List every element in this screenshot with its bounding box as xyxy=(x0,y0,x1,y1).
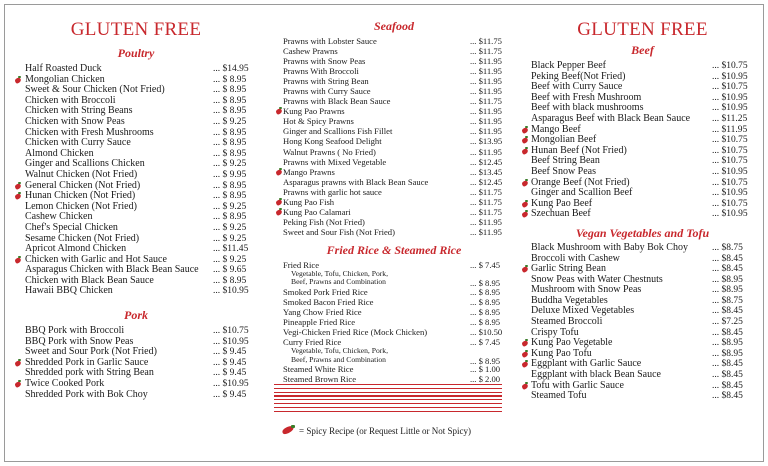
item-name: Yang Chow Fried Rice xyxy=(283,307,362,318)
item-price: ... $11.95 xyxy=(470,146,502,157)
item-price: ... $ 8.95 xyxy=(213,180,247,191)
item-name: Kung Pao Fish xyxy=(283,196,335,207)
item-name: Hawaii BBQ Chicken xyxy=(25,285,113,297)
item-price: ... $11.75 xyxy=(470,186,502,197)
item-price: ... $12.45 xyxy=(470,176,503,187)
item-name: Beef String Bean xyxy=(531,155,600,167)
item-price: ... $10.95 xyxy=(712,188,748,199)
item-price: ... $ 9.25 xyxy=(213,201,247,212)
item-name: Chef's Special Chicken xyxy=(25,221,118,233)
item-name: Shredded Pork with Bok Choy xyxy=(25,388,148,400)
item-price: ... $ 7.45 xyxy=(470,337,501,348)
right-column xyxy=(520,19,765,402)
item-price: ... $13.95 xyxy=(470,136,503,147)
item-price: ... $10.95 xyxy=(712,103,748,114)
menu-item xyxy=(275,116,513,126)
item-price: ... $14.95 xyxy=(213,64,249,74)
menu-item xyxy=(275,207,513,217)
menu-item xyxy=(5,390,267,401)
item-name: Sweet and Sour Pork (Not Fried) xyxy=(25,346,157,358)
item-price: ... $ 9.25 xyxy=(213,159,247,170)
item-price: ... $8.45 xyxy=(712,359,743,370)
menu-item xyxy=(275,307,513,317)
menu-item xyxy=(275,297,513,307)
item-price: ... $11.75 xyxy=(470,46,502,57)
item-price: ... $ 8.95 xyxy=(213,212,247,223)
item-price: ... $ 8.95 xyxy=(213,191,247,202)
item-name: Beef with Fresh Mushroom xyxy=(531,91,642,103)
item-name: Kung Pao Tofu xyxy=(531,347,592,359)
item-name: Asparagus prawns with Black Bean Sauce xyxy=(283,176,429,187)
chili-pepper-icon xyxy=(521,126,529,134)
item-name: Smoked Bacon Fried Rice xyxy=(283,297,374,308)
item-name: Sweet & Sour Chicken (Not Fried) xyxy=(25,84,165,96)
item-price: ... $ 8.95 xyxy=(470,307,501,318)
menu-item xyxy=(520,61,765,72)
item-name: Tofu with Garlic Sauce xyxy=(531,379,624,391)
menu-item xyxy=(275,177,513,187)
menu-item xyxy=(275,147,513,157)
item-price: ... $ 9.65 xyxy=(213,265,247,276)
item-options xyxy=(275,278,513,287)
item-name: Kung Pao Beef xyxy=(531,197,593,209)
menu-item xyxy=(275,374,513,384)
menu-item xyxy=(275,327,513,337)
menu-item xyxy=(275,56,513,66)
item-name: Asparagus Beef with Black Bean Sauce xyxy=(531,112,691,124)
item-price: ... $10.75 xyxy=(712,145,748,156)
item-name: Garlic String Bean xyxy=(531,263,606,275)
item-name: Twice Cooked Pork xyxy=(25,378,105,390)
item-price: ... $ 8.95 xyxy=(213,275,247,286)
chili-pepper-icon xyxy=(521,265,529,273)
item-price: ... $10.75 xyxy=(712,198,748,209)
item-name: Steamed Tofu xyxy=(531,390,587,402)
item-name: Shredded pork with String Bean xyxy=(25,367,154,379)
item-price: ... $10.75 xyxy=(712,177,748,188)
chili-pepper-icon xyxy=(521,147,529,155)
menu-item xyxy=(520,243,765,254)
item-name: Chicken with Garlic and Hot Sauce xyxy=(25,253,167,265)
item-name: Prawns with Lobster Sauce xyxy=(283,36,377,46)
menu-item xyxy=(520,209,765,220)
item-name: Crispy Tofu xyxy=(531,326,579,338)
item-name: Beef with black mushrooms xyxy=(531,102,644,114)
menu-item xyxy=(275,96,513,106)
menu-item xyxy=(275,227,513,237)
item-price: ... $11.95 xyxy=(470,106,502,117)
pork-heading: Pork xyxy=(124,308,148,323)
item-options-text: Vegetable, Tofu, Chicken, Pork, xyxy=(291,346,388,356)
item-name: Walnut Chicken (Not Fried) xyxy=(25,168,138,180)
item-price: ... $ 9.45 xyxy=(213,357,247,368)
item-price: ... $11.75 xyxy=(470,206,502,217)
item-price: ... $11.95 xyxy=(470,86,502,97)
decorative-stripes xyxy=(274,384,502,414)
item-name: Prawns with Black Bean Sauce xyxy=(283,96,391,107)
item-price: ... $ 9.45 xyxy=(213,368,247,379)
item-price: ... $ 8.95 xyxy=(470,286,501,297)
chili-pepper-icon xyxy=(521,136,529,144)
item-price: ... $13.45 xyxy=(470,166,503,177)
item-name: Hunan Chicken (Not Fried) xyxy=(25,190,136,202)
item-price: ... $ 8.95 xyxy=(213,138,247,149)
item-price: ... $8.95 xyxy=(712,274,743,285)
menu-item xyxy=(275,106,513,116)
chili-pepper-icon xyxy=(14,182,22,190)
item-name: Orange Beef (Not Fried) xyxy=(531,176,630,188)
item-options-price: ... $ 8.95 xyxy=(470,355,501,366)
item-name: Sweet and Sour Fish (Not Fried) xyxy=(283,226,395,237)
item-name: Shredded Pork in Garlic Sauce xyxy=(25,356,149,368)
item-name: Smoked Pork Fried Rice xyxy=(283,286,368,297)
item-name: Mango Beef xyxy=(531,123,581,135)
item-name: Ginger and Scallions Fish Fillet xyxy=(283,126,393,137)
chili-pepper-icon xyxy=(521,210,529,218)
item-name: Asparagus Chicken with Black Bean Sauce xyxy=(25,264,199,276)
item-name: Beef Snow Peas xyxy=(531,165,596,177)
item-price: ... $10.75 xyxy=(712,135,748,146)
poultry-heading: Poultry xyxy=(117,46,155,60)
poultry-list xyxy=(5,64,267,297)
item-price: ... $11.95 xyxy=(470,126,502,137)
item-name: Deluxe Mixed Vegetables xyxy=(531,305,635,317)
chili-pepper-icon xyxy=(521,179,529,187)
item-price: ... $11.95 xyxy=(470,216,502,227)
item-price: ... $11.75 xyxy=(470,36,502,46)
item-name: Prawns with Mixed Vegetable xyxy=(283,156,387,167)
item-price: ... $11.95 xyxy=(470,76,502,87)
item-name: Cashew Prawns xyxy=(283,46,338,57)
item-price: ... $10.95 xyxy=(712,71,748,82)
chili-pepper-icon xyxy=(14,359,22,367)
menu-item xyxy=(275,167,513,177)
item-price: ... $ 8.95 xyxy=(470,317,501,328)
item-price: ... $11.95 xyxy=(470,56,502,67)
item-name: Chicken with Black Bean Sauce xyxy=(25,274,154,286)
menu-item xyxy=(520,167,765,178)
pork-list xyxy=(5,326,267,400)
menu-item xyxy=(275,66,513,76)
item-name: Chicken with Fresh Mushrooms xyxy=(25,126,154,138)
item-price: ... $11.95 xyxy=(712,124,748,135)
menu-item xyxy=(275,197,513,207)
item-name: General Chicken (Not Fried) xyxy=(25,179,141,191)
menu-item xyxy=(275,317,513,327)
item-price: ... $10.95 xyxy=(213,336,249,347)
item-name: Steamed White Rice xyxy=(283,364,354,375)
item-price: ... $8.45 xyxy=(712,380,743,391)
item-options xyxy=(275,356,513,365)
item-price: ... $12.45 xyxy=(470,156,503,167)
spicy-legend xyxy=(282,426,471,436)
seafood-heading: Seafood xyxy=(374,19,414,33)
menu-item xyxy=(5,170,267,181)
item-name: Lemon Chicken (Not Fried) xyxy=(25,200,137,212)
item-name: Prawns with String Bean xyxy=(283,76,369,87)
item-price: ... $10.50 xyxy=(470,327,503,338)
item-price: ... $10.75 xyxy=(213,326,249,337)
item-name: Walnut Prawns ( No Fried) xyxy=(283,146,376,157)
item-price: ... $11.95 xyxy=(470,66,502,77)
item-name: Broccoli with Cashew xyxy=(531,252,620,264)
item-price: ... $ 8.95 xyxy=(213,106,247,117)
item-price: ... $8.75 xyxy=(712,242,743,253)
rice-list xyxy=(275,260,513,384)
item-price: ... $10.95 xyxy=(213,379,249,390)
chili-pepper-icon xyxy=(282,424,296,436)
menu-item xyxy=(275,46,513,56)
item-price: ... $ 8.95 xyxy=(213,127,247,138)
item-price: ... $ 9.95 xyxy=(213,169,247,180)
item-price: ... $11.45 xyxy=(213,244,249,255)
item-price: ... $8.45 xyxy=(712,264,743,275)
item-price: ... $8.45 xyxy=(712,253,743,264)
item-name: Mushroom with Snow Peas xyxy=(531,284,642,296)
item-name: Chicken with Snow Peas xyxy=(25,115,125,127)
item-price: ... $ 8.95 xyxy=(213,74,247,85)
item-name: Peking Beef(Not Fried) xyxy=(531,70,626,82)
item-price: ... $ 9.25 xyxy=(213,116,247,127)
item-price: ... $ 8.95 xyxy=(213,148,247,159)
item-name: Chicken with String Beans xyxy=(25,105,133,117)
menu-item xyxy=(5,117,267,128)
item-name: Almond Chicken xyxy=(25,147,94,159)
chili-pepper-icon xyxy=(275,168,283,176)
item-options-text: Beef, Prawns and Combination xyxy=(291,354,386,364)
item-name: Prawns with garlic hot sauce xyxy=(283,186,382,197)
item-name: Ginger and Scallion Beef xyxy=(531,187,633,199)
menu-item xyxy=(275,157,513,167)
item-price: ... $ 9.25 xyxy=(213,233,247,244)
beef-heading: Beef xyxy=(631,43,654,57)
item-name: Chicken with Broccoli xyxy=(25,94,116,106)
item-name: Buddha Vegetables xyxy=(531,294,608,306)
item-price: ... $7.25 xyxy=(712,317,743,328)
chili-pepper-icon xyxy=(521,382,529,390)
chili-pepper-icon xyxy=(521,360,529,368)
item-name: Prawns with Curry Sauce xyxy=(283,86,371,97)
chili-pepper-icon xyxy=(14,380,22,388)
item-name: BBQ Pork with Snow Peas xyxy=(25,335,134,347)
left-column xyxy=(5,19,267,400)
item-name: Mango Prawns xyxy=(283,166,335,177)
item-name: Vegi-Chicken Fried Rice (Mock Chicken) xyxy=(283,327,428,338)
item-name: Eggplant with Garlic Sauce xyxy=(531,358,642,370)
chili-pepper-icon xyxy=(275,208,283,216)
item-price: ... $8.45 xyxy=(712,306,743,317)
menu-item xyxy=(275,136,513,146)
item-name: Mongolian Beef xyxy=(531,134,597,146)
item-price: ... $11.25 xyxy=(712,113,748,124)
item-price: ... $ 8.95 xyxy=(213,85,247,96)
item-name: Apricot Almond Chicken xyxy=(25,243,127,255)
item-name: Chicken with Curry Sauce xyxy=(25,137,131,149)
menu-item xyxy=(275,86,513,96)
item-price: ... $ 9.45 xyxy=(213,347,247,358)
item-name: Pineapple Fried Rice xyxy=(283,317,356,328)
item-price: ... $11.95 xyxy=(470,226,502,237)
gluten-free-title-right: GLUTEN FREE xyxy=(577,19,708,40)
item-name: Cashew Chicken xyxy=(25,211,93,223)
item-price: ... $8.75 xyxy=(712,295,743,306)
item-name: Kung Pao Calamari xyxy=(283,206,351,217)
item-name: Mongolian Chicken xyxy=(25,73,105,85)
item-price: ... $10.95 xyxy=(712,166,748,177)
item-name: Black Pepper Beef xyxy=(531,60,606,71)
chili-pepper-icon xyxy=(275,198,283,206)
chili-pepper-icon xyxy=(275,107,283,115)
item-name: Szechuan Beef xyxy=(531,208,591,220)
item-options-text: Beef, Prawns and Combination xyxy=(291,277,386,287)
beef-list xyxy=(520,61,765,220)
menu-item xyxy=(5,223,267,234)
item-price: ... $ 1.00 xyxy=(470,364,501,375)
item-price: ... $10.75 xyxy=(712,61,748,71)
item-price: ... $10.95 xyxy=(712,209,748,220)
middle-column xyxy=(275,19,513,384)
item-name: Peking Fish (Not Fried) xyxy=(283,216,365,227)
rice-heading: Fried Rice & Steamed Rice xyxy=(326,242,462,257)
item-name: Prawns With Broccoli xyxy=(283,66,359,77)
item-price: ... $ 7.45 xyxy=(470,259,501,270)
item-price: ... $ 2.00 xyxy=(470,374,501,385)
menu-item xyxy=(275,76,513,86)
item-price: ... $10.75 xyxy=(712,156,748,167)
menu-item xyxy=(275,364,513,374)
chili-pepper-icon xyxy=(521,339,529,347)
item-price: ... $ 9.45 xyxy=(213,389,247,400)
chili-pepper-icon xyxy=(14,76,22,84)
seafood-list xyxy=(275,36,513,237)
item-price: ... $ 9.25 xyxy=(213,222,247,233)
item-name: Prawns with Snow Peas xyxy=(283,56,366,67)
item-name: Ginger and Scallions Chicken xyxy=(25,158,145,170)
chili-pepper-icon xyxy=(14,256,22,264)
item-name: Snow Peas with Water Chestnuts xyxy=(531,273,663,285)
menu-item xyxy=(520,391,765,402)
menu-item xyxy=(275,187,513,197)
item-options-text: Vegetable, Tofu, Chicken, Pork, xyxy=(291,268,388,278)
menu-item xyxy=(5,286,267,297)
menu-item xyxy=(275,217,513,227)
item-price: ... $8.95 xyxy=(712,338,743,349)
item-price: ... $ 9.25 xyxy=(213,254,247,265)
spicy-legend-text: = Spicy Recipe (or Request Little or Not Spicy) xyxy=(299,426,472,436)
item-price: ... $8.95 xyxy=(712,285,743,296)
item-name: Steamed Broccoli xyxy=(531,316,603,328)
item-price: ... $ 8.95 xyxy=(213,95,247,106)
gluten-free-title-left: GLUTEN FREE xyxy=(70,19,202,40)
item-price: ... $11.75 xyxy=(470,96,502,107)
menu-item xyxy=(5,64,267,75)
veg-heading: Vegan Vegetables and Tofu xyxy=(575,225,710,240)
item-price: ... $10.75 xyxy=(712,82,748,93)
menu-item xyxy=(275,36,513,46)
item-price: ... $10.95 xyxy=(712,92,748,103)
item-name: Half Roasted Duck xyxy=(25,63,102,74)
item-name: Beef with Curry Sauce xyxy=(531,81,623,93)
item-name: Sesame Chicken (Not Fried) xyxy=(25,232,140,244)
item-name: Black Mushroom with Baby Bok Choy xyxy=(531,241,688,253)
item-price: ... $ 8.95 xyxy=(470,297,501,308)
item-name: Hunan Beef (Not Fried) xyxy=(531,144,627,156)
item-name: Hot & Spicy Prawns xyxy=(283,116,354,127)
item-price: ... $8.45 xyxy=(712,327,743,338)
item-price: ... $10.95 xyxy=(213,286,249,297)
item-options-price: ... $ 8.95 xyxy=(470,278,501,289)
veg-list xyxy=(520,243,765,402)
item-price: ... $8.45 xyxy=(712,370,743,381)
item-name: BBQ Pork with Broccoli xyxy=(25,325,125,337)
item-price: ... $8.45 xyxy=(712,391,743,402)
item-price: ... $8.95 xyxy=(712,348,743,359)
chili-pepper-icon xyxy=(521,350,529,358)
item-name: Fried Rice xyxy=(283,259,320,270)
item-name: Steamed Brown Rice xyxy=(283,374,357,385)
item-name: Kung Pao Prawns xyxy=(283,106,345,117)
item-name: Hong Kong Seafood Delight xyxy=(283,136,382,147)
item-name: Kung Pao Vegetable xyxy=(531,337,613,349)
item-price: ... $11.95 xyxy=(470,116,502,127)
menu-item xyxy=(520,114,765,125)
chili-pepper-icon xyxy=(521,200,529,208)
item-name: Eggplant with black Bean Sauce xyxy=(531,369,661,381)
menu-item xyxy=(275,287,513,297)
menu-item xyxy=(275,126,513,136)
item-name: Curry Fried Rice xyxy=(283,337,342,348)
chili-pepper-icon xyxy=(14,192,22,200)
item-price: ... $11.75 xyxy=(470,196,502,207)
